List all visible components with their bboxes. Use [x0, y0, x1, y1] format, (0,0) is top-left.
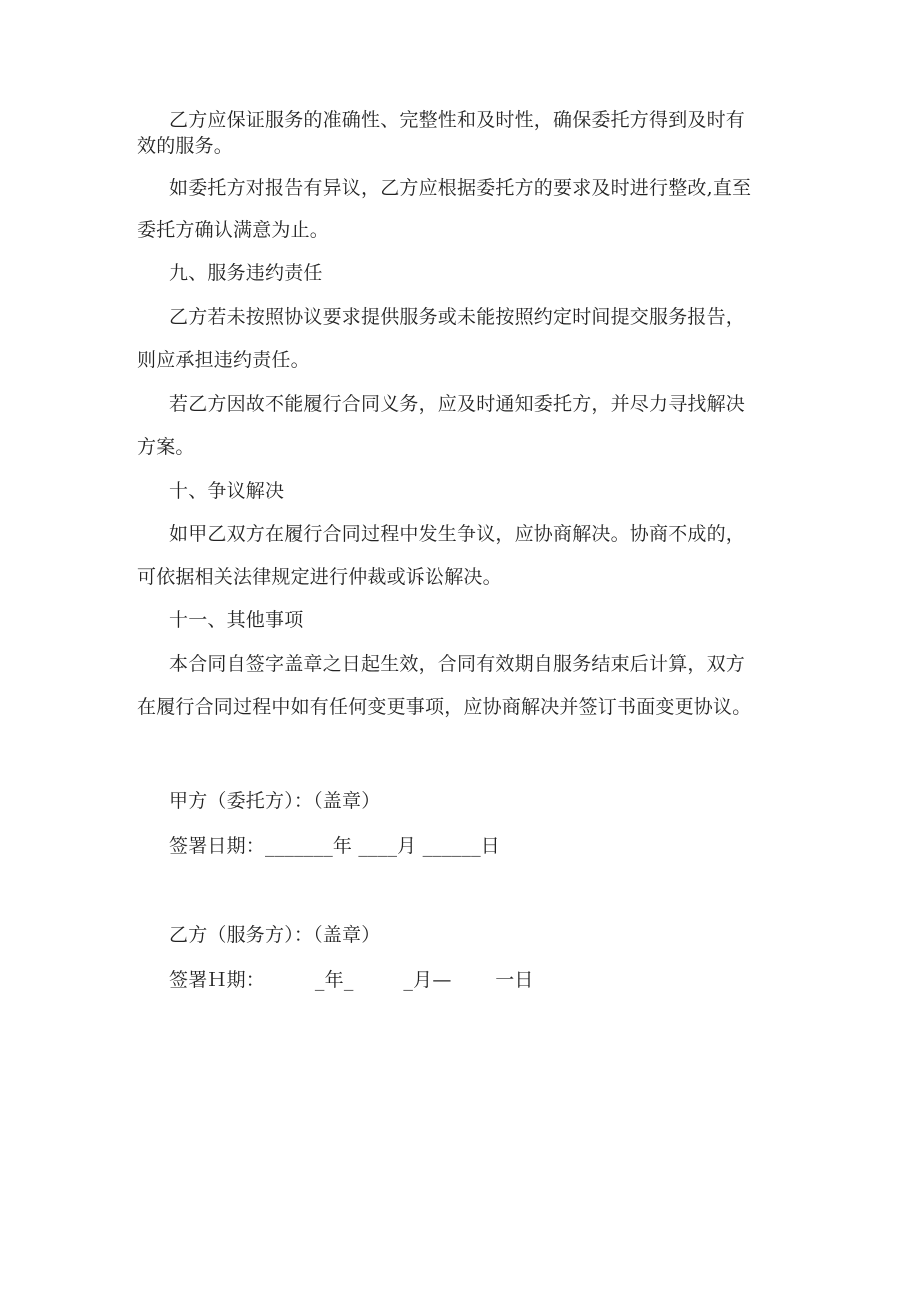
paragraph-3-line-2: 则应承担违约责任。	[137, 349, 310, 371]
paragraph-1-line-1: 乙方应保证服务的准确性、完整性和及时性，确保委托方得到及时有	[169, 109, 746, 131]
section-heading-11: 十一、其他事项	[169, 609, 304, 631]
section-heading-10: 十、争议解决	[169, 480, 285, 502]
paragraph-6-line-2: 在履行合同过程中如有任何变更事项，应协商解决并签订书面变更协议。	[137, 696, 752, 718]
paragraph-5-line-1: 如甲乙双方在履行合同过程中发生争议，应协商解决。协商不成的，	[169, 523, 746, 545]
paragraph-2-line-1: 如委托方对报告有异议，乙方应根据委托方的要求及时进行整改,直至	[169, 177, 752, 199]
paragraph-4-line-2: 方案。	[137, 436, 195, 458]
paragraph-6-line-1: 本合同自签字盖章之日起生效，合同有效期自服务结束后计算，双方	[169, 653, 746, 675]
paragraph-4-line-1: 若乙方因故不能履行合同义务，应及时通知委托方，并尽力寻找解决	[169, 393, 746, 415]
section-heading-9: 九、服务违约责任	[169, 262, 323, 284]
party-b-sign-date: 签署Ｈ期： _年_ _月— 一日	[169, 969, 534, 991]
paragraph-5-line-2: 可依据相关法律规定进行仲裁或诉讼解决。	[137, 566, 502, 588]
paragraph-1-line-2: 效的服务。	[137, 135, 234, 157]
party-a-signature: 甲方（委托方）：（盖章）	[169, 790, 381, 812]
party-b-signature: 乙方（服务方）：（盖章）	[169, 924, 381, 946]
party-a-sign-date: 签署日期：_______年 ____月 ______日	[169, 835, 500, 857]
paragraph-2-line-2: 委托方确认满意为止。	[137, 219, 330, 241]
paragraph-3-line-1: 乙方若未按照协议要求提供服务或未能按照约定时间提交服务报告，	[169, 306, 746, 328]
